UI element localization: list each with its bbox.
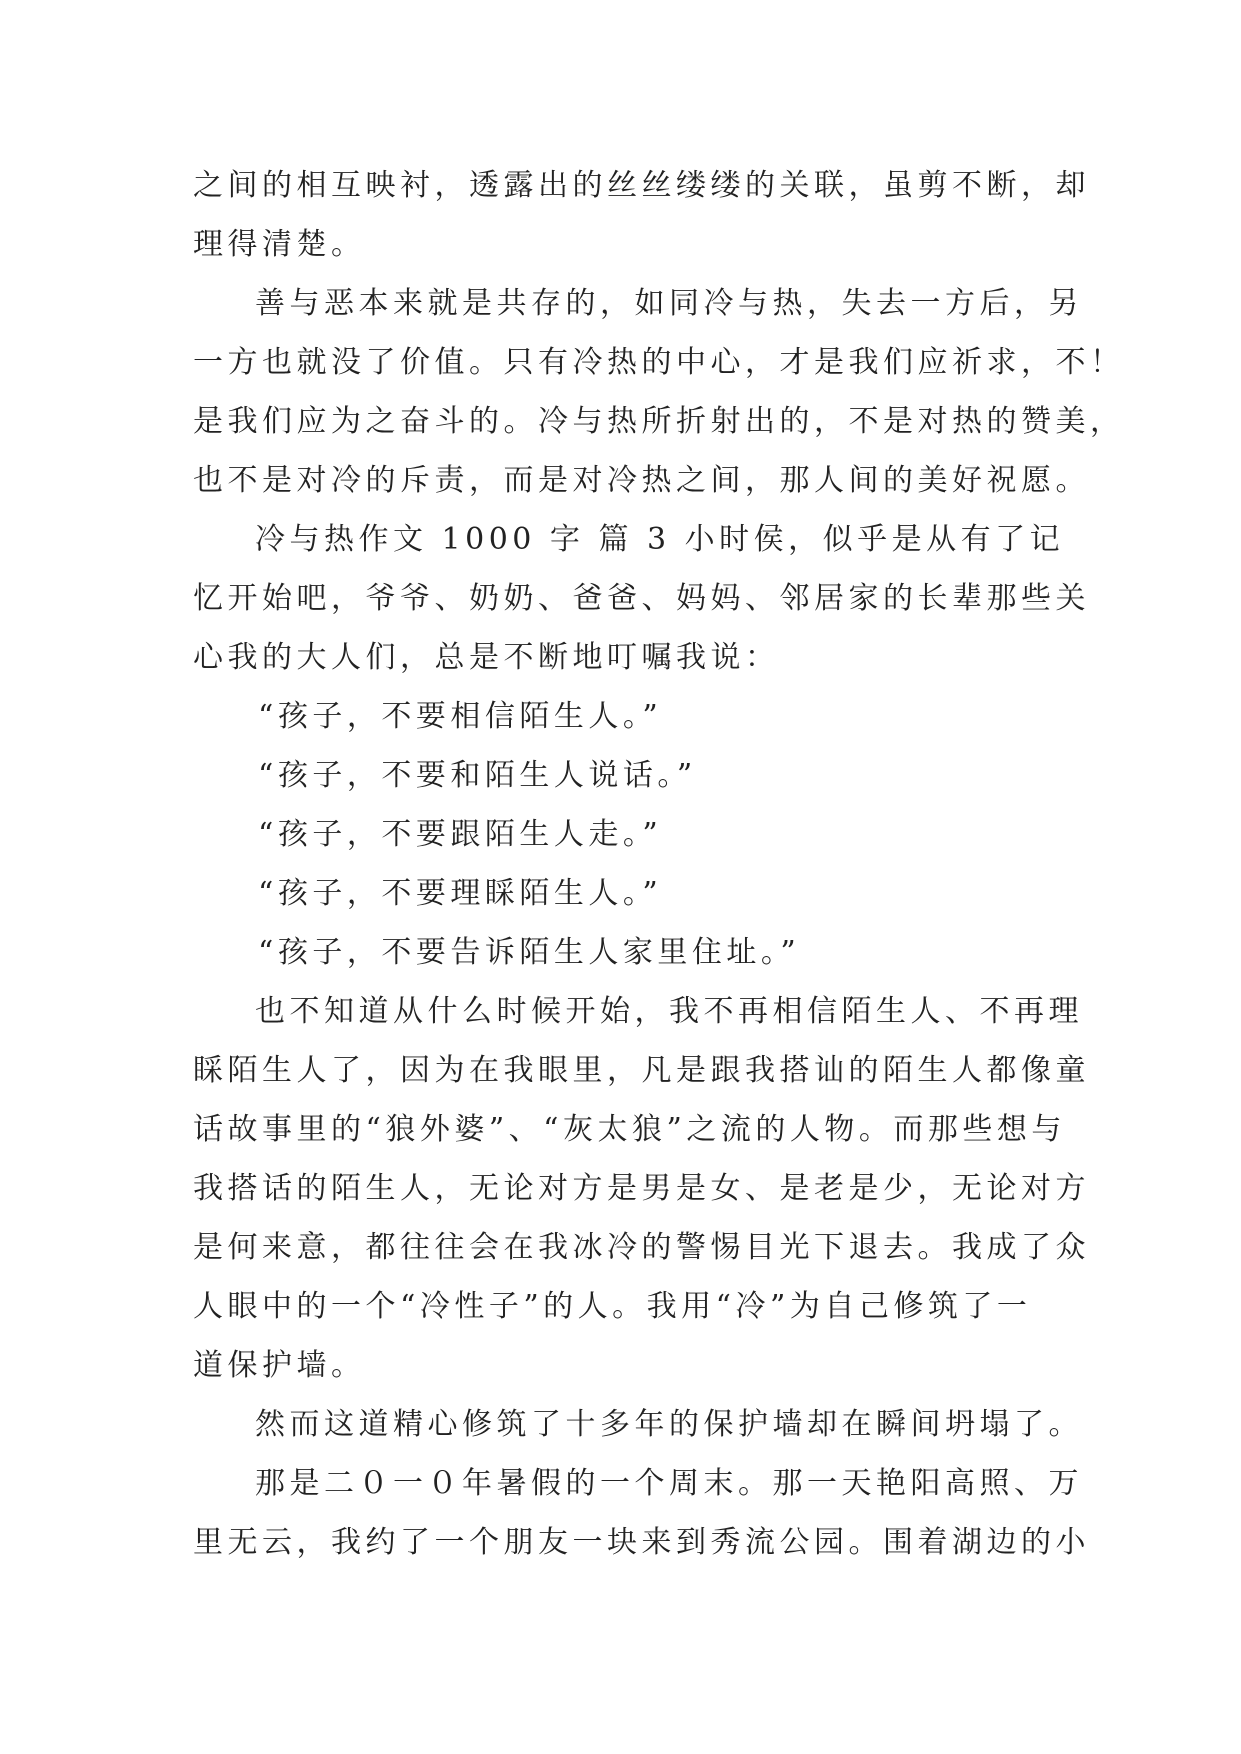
text-line-7: 冷与热作文 1000 字 篇 3 小时侯，似乎是从有了记	[255, 522, 1065, 557]
text-line-24: 里无云，我约了一个朋友一块来到秀流公园。围着湖边的小	[193, 1525, 1090, 1560]
text-line-19: 是何来意，都往往会在我冰冷的警惕目光下退去。我成了众	[193, 1230, 1090, 1265]
text-line-10: “孩子，不要相信陌生人。”	[258, 699, 663, 734]
text-line-14: “孩子，不要告诉陌生人家里住址。”	[258, 935, 801, 970]
text-line-3: 善与恶本来就是共存的，如同冷与热，失去一方后，另	[255, 286, 1083, 321]
text-line-20: 人眼中的一个“冷性子”的人。我用“冷”为自己修筑了一	[193, 1289, 1032, 1324]
text-line-17: 话故事里的“狼外婆”、“灰太狼”之流的人物。而那些想与	[193, 1112, 1066, 1147]
text-line-6: 也不是对冷的斥责，而是对冷热之间，那人间的美好祝愿。	[193, 463, 1090, 498]
text-line-9: 心我的大人们，总是不断地叮嘱我说：	[193, 640, 780, 675]
text-line-5: 是我们应为之奋斗的。冷与热所折射出的，不是对热的赞美，	[193, 404, 1125, 439]
text-line-11: “孩子，不要和陌生人说话。”	[258, 758, 697, 793]
text-line-12: “孩子，不要跟陌生人走。”	[258, 817, 663, 852]
text-line-23: 那是二０一０年暑假的一个周末。那一天艳阳高照、万	[255, 1466, 1083, 1501]
text-line-22: 然而这道精心修筑了十多年的保护墙却在瞬间坍塌了。	[255, 1407, 1083, 1442]
text-line-16: 睬陌生人了，因为在我眼里，凡是跟我搭讪的陌生人都像童	[193, 1053, 1090, 1088]
text-line-2: 理得清楚。	[193, 227, 366, 262]
text-line-8: 忆开始吧，爷爷、奶奶、爸爸、妈妈、邻居家的长辈那些关	[193, 581, 1090, 616]
text-line-4: 一方也就没了价值。只有冷热的中心，才是我们应祈求，不！	[193, 345, 1125, 380]
text-line-1: 之间的相互映衬，透露出的丝丝缕缕的关联，虽剪不断，却	[193, 168, 1090, 203]
text-line-15: 也不知道从什么时候开始，我不再相信陌生人、不再理	[255, 994, 1083, 1029]
text-line-13: “孩子，不要理睬陌生人。”	[258, 876, 663, 911]
text-line-18: 我搭话的陌生人，无论对方是男是女、是老是少，无论对方	[193, 1171, 1090, 1206]
text-line-21: 道保护墙。	[193, 1348, 366, 1383]
